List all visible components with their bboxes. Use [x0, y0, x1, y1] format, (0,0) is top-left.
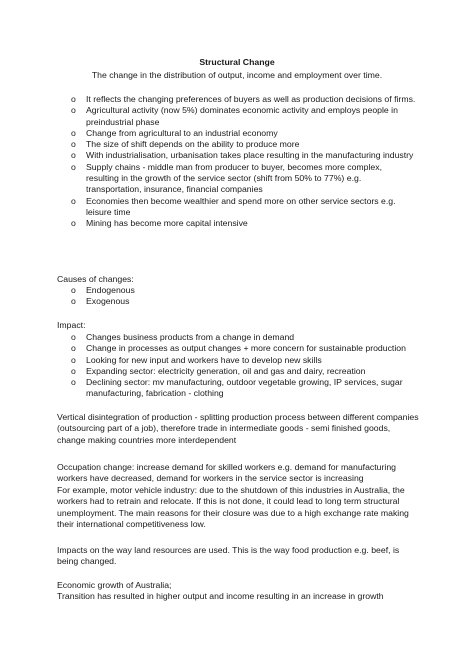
bullet-icon: o [71, 343, 76, 354]
list-item [71, 285, 416, 296]
document-title: Structural Change [199, 57, 275, 67]
list-item-text: Looking for new input and workers have to develop new skills [86, 354, 322, 365]
list-item-text: Mining has become more capital intensive [86, 218, 248, 229]
economic-growth-heading: Economic growth of Australia; [57, 580, 172, 590]
bullet-icon: o [71, 127, 76, 138]
list-item-text: Exogenous [86, 296, 130, 307]
bullet-icon: o [71, 296, 76, 307]
list-item [71, 377, 416, 400]
list-item [71, 332, 416, 343]
impact-heading: Impact: [57, 320, 86, 330]
bullet-icon: o [71, 105, 76, 116]
list-item [71, 150, 416, 161]
land-resources-paragraph: Impacts on the way land resources are used. This is the way food production e.g. beef, is being changed. [57, 545, 400, 567]
bullet-icon: o [71, 161, 76, 172]
causes-list [71, 285, 416, 308]
list-item-text: With industrialisation, urbanisation takes place resulting in the manufacturing industry [86, 150, 414, 161]
motor-vehicle-example-paragraph: For example, motor vehicle industry: due to the shutdown of this industries in Australia, the workers had to retrain and relocate. If this is not done, it could lead to long term structural unemployment. The main reasons for their closure was due to a high exchange rate making their international competitiveness low. [57, 485, 409, 529]
list-item-text: Changes business products from a change in demand [86, 332, 295, 342]
list-item-text: Expanding sector: electricity generation, oil and gas and dairy, recreation [86, 365, 366, 376]
bullet-icon: o [71, 365, 76, 376]
list-item-text: It reflects the changing preferences of buyers as well as production decisions of firms. [86, 94, 416, 104]
list-item [71, 128, 416, 139]
list-item [71, 218, 416, 229]
list-item [71, 196, 416, 219]
list-item-text: Change in processes as output changes + more concern for sustainable production [86, 343, 406, 354]
list-item-text: Change from agricultural to an industrial economy [86, 127, 278, 138]
economic-growth-paragraph: Transition has resulted in higher output and income resulting in an increase in growth [57, 591, 384, 601]
bullet-icon: o [71, 195, 76, 206]
causes-heading: Causes of changes: [57, 274, 134, 284]
occupation-change-paragraph: Occupation change: increase demand for skilled workers e.g. demand for manufacturing workers have decreased, demand for workers in the service sector is increasing [57, 462, 396, 484]
bullet-icon: o [71, 218, 76, 229]
list-item [71, 94, 416, 105]
bullet-icon: o [71, 354, 76, 365]
list-item-text: Endogenous [86, 285, 135, 295]
list-item [71, 105, 416, 128]
list-item [71, 296, 416, 307]
list-item-text: Declining sector: mv manufacturing, outdoor vegetable growing, IP services, sugar manufacturing, fabrication - clothing [86, 377, 403, 399]
vertical-disintegration-paragraph: Vertical disintegration of production - splitting production process between different companies (outsourcing part of a job), therefore trade in intermediate goods - semi finished goods, change making countries more interdependent [57, 412, 419, 445]
list-item [71, 162, 416, 196]
list-item [71, 366, 416, 377]
list-item [71, 355, 416, 366]
list-item-text: Agricultural activity (now 5%) dominates economic activity and employs people in preindustrial phase [86, 105, 398, 127]
impact-list [71, 332, 416, 400]
list-item-text: Supply chains - middle man from producer to buyer, becomes more complex, resulting in the growth of the service sector (shift from 50% to 77%) e.g. transportation, insurance, financial companies [86, 161, 382, 195]
bullet-icon: o [71, 150, 76, 161]
document-subtitle: The change in the distribution of output, income and employment over time. [91, 70, 383, 80]
bullet-icon: o [71, 332, 76, 342]
list-item-text: Economies then become wealthier and spend more on other service sectors e.g. leisure time [86, 195, 396, 217]
bullet-icon: o [71, 377, 76, 388]
list-item [71, 139, 416, 150]
bullet-icon: o [71, 285, 76, 295]
list-item [71, 343, 416, 354]
bullet-icon: o [71, 139, 76, 150]
structural-change-list [71, 94, 416, 230]
bullet-icon: o [71, 94, 76, 104]
list-item-text: The size of shift depends on the ability to produce more [86, 139, 300, 150]
